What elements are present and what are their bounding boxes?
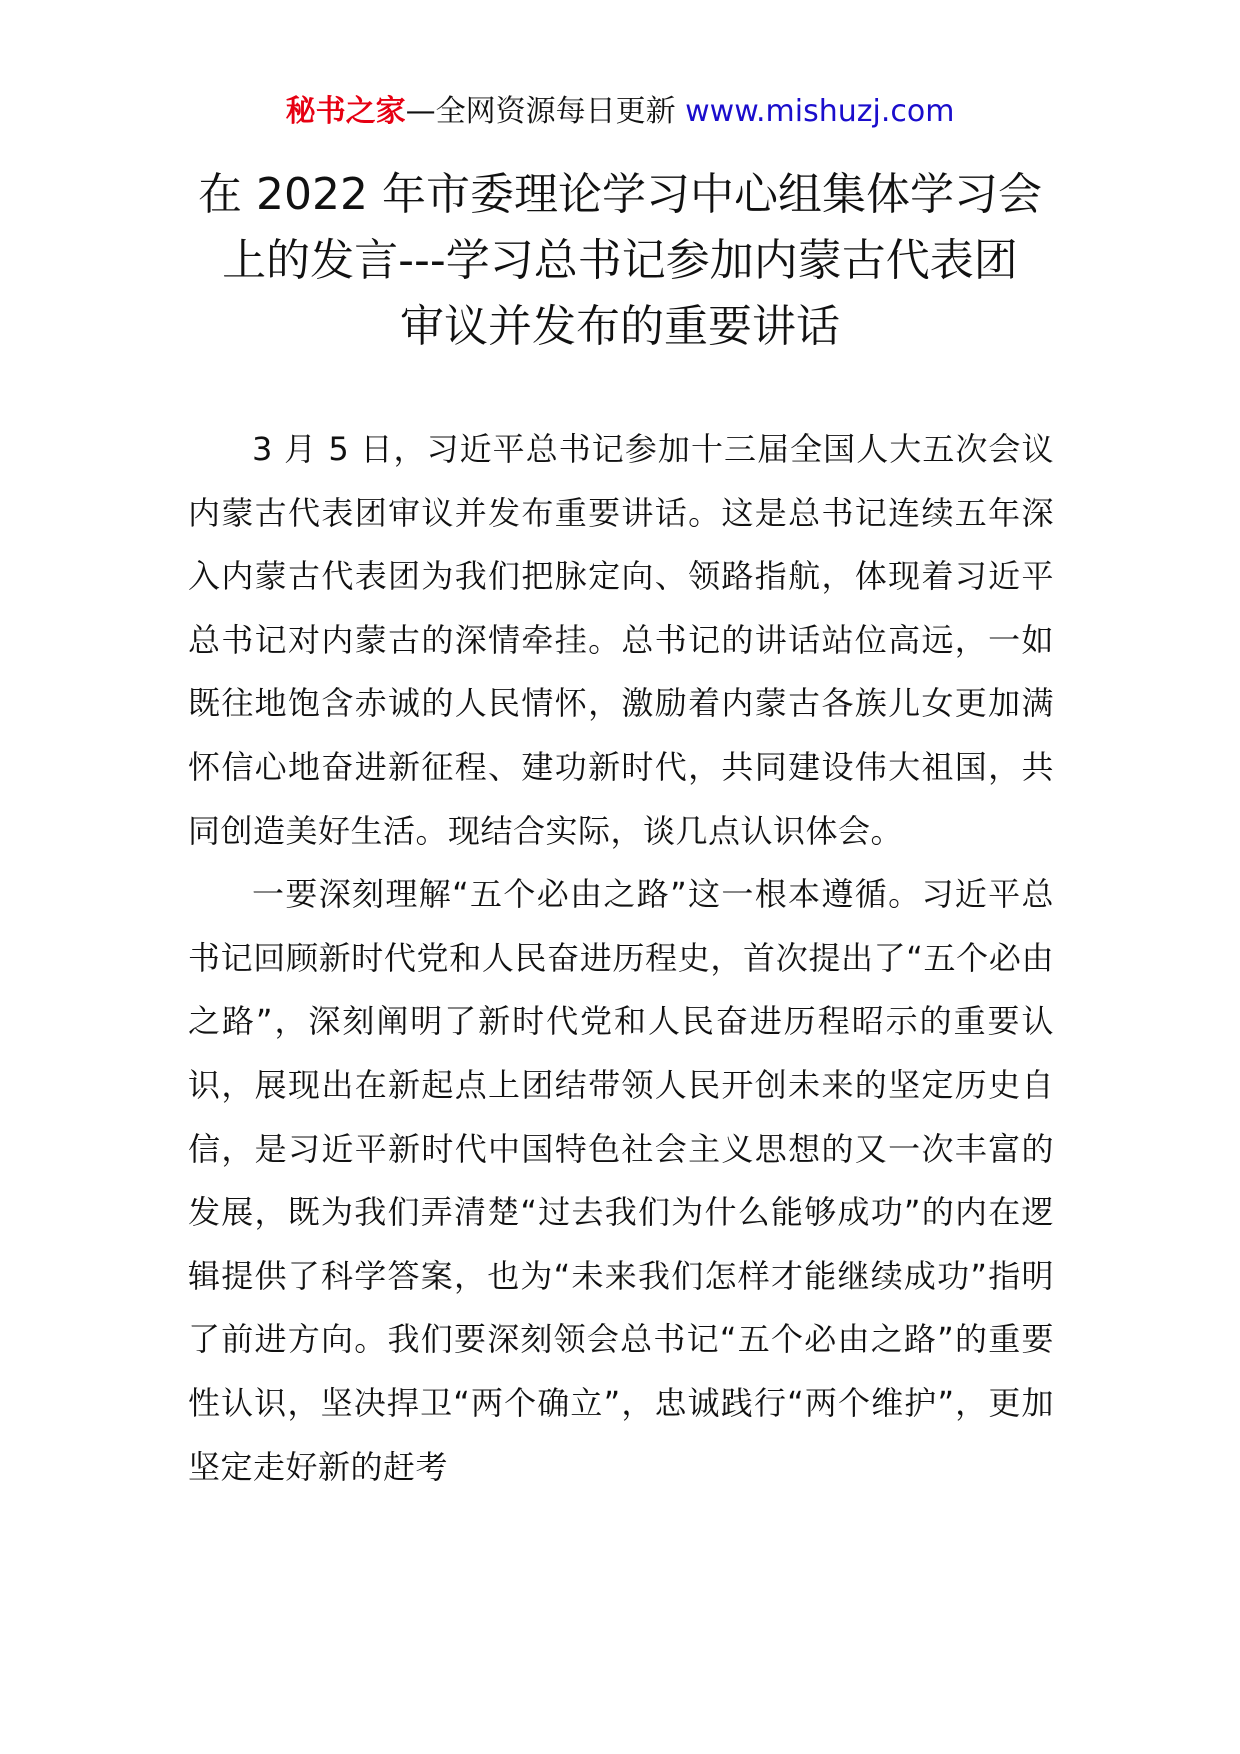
document-body bbox=[188, 418, 1054, 1499]
site-header bbox=[0, 90, 1240, 134]
body-paragraph-1: 3 月 5 日，习近平总书记参加十三届全国人大五次会议内蒙古代表团审议并发布重要讲话。这是总书记连续五年深入内蒙古代表团为我们把脉定向、领路指航，体现着习近平总书记对内蒙古的深情牵挂。总书记的讲话站位高远，一如既往地饱含赤诚的人民情怀，激励着内蒙古各族儿女更加满怀信心地奋进新征程、建功新时代，共同建设伟大祖国，共同创造美好生活。现结合实际，谈几点认识体会。 bbox=[188, 430, 1054, 850]
body-paragraph-2: 一要深刻理解“五个必由之路”这一根本遵循。习近平总书记回顾新时代党和人民奋进历程史，首次提出了“五个必由之路”，深刻阐明了新时代党和人民奋进历程昭示的重要认识，展现出在新起点上团结带领人民开创未来的坚定历史自信，是习近平新时代中国特色社会主义思想的又一次丰富的发展，既为我们弄清楚“过去我们为什么能够成功”的内在逻辑提供了科学答案，也为“未来我们怎样才能继续成功”指明了前进方向。我们要深刻领会总书记“五个必由之路”的重要性认识，坚决捍卫“两个确立”，忠诚践行“两个维护”，更加坚定走好新的赶考 bbox=[188, 875, 1054, 1486]
title-line-2: 上的发言---学习总书记参加内蒙古代表团 bbox=[222, 235, 1018, 286]
title-line-3: 审议并发布的重要讲话 bbox=[400, 301, 840, 352]
header-tagline: —全网资源每日更新 bbox=[405, 94, 686, 129]
title-line-1: 在 2022 年市委理论学习中心组集体学习会 bbox=[198, 169, 1042, 220]
brand-name: 秘书之家 bbox=[285, 94, 406, 129]
document-title bbox=[150, 162, 1090, 360]
site-url-link[interactable]: www.mishuzj.com bbox=[685, 94, 955, 129]
